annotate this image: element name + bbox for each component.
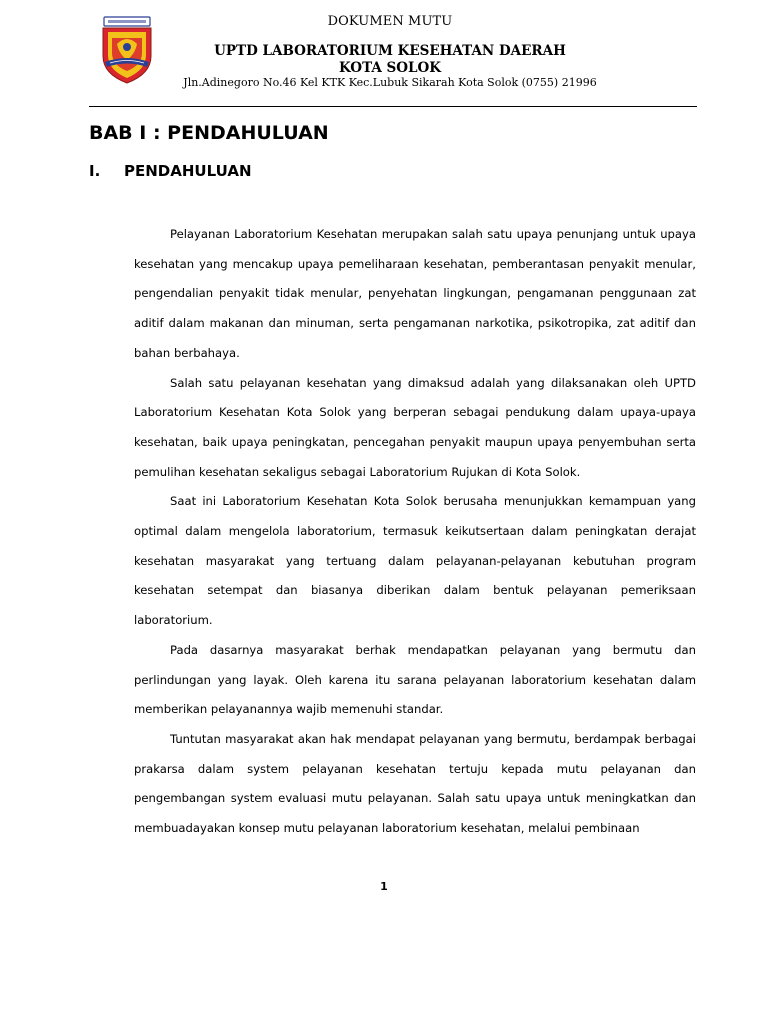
- organization-address: Jln.Adinegoro No.46 Kel KTK Kec.Lubuk Sikarah Kota Solok (0755) 21996: [183, 76, 597, 89]
- section-number: I.: [89, 162, 101, 180]
- section-title: PENDAHULUAN: [124, 162, 252, 180]
- paragraph: Pada dasarnya masyarakat berhak mendapatkan pelayanan yang bermutu dan perlindungan yang layak. Oleh karena itu sarana pelayanan laboratorium kesehatan dalam memberikan pelayanannya wajib memenuhi standar.: [134, 642, 696, 717]
- document-label: DOKUMEN MUTU: [327, 14, 453, 29]
- kota-solok-emblem-icon: [99, 16, 155, 84]
- document-body: [134, 220, 696, 844]
- header-divider: [89, 106, 697, 107]
- paragraph: Tuntutan masyarakat akan hak mendapat pelayanan yang bermutu, berdampak berbagai prakarsa dalam system pelayanan kesehatan tertuju kepada mutu pelayanan dan pengembangan system evaluasi mutu pelayanan. Salah satu upaya untuk meningkatkan dan membuadayakan konsep mutu pelayanan laboratorium kesehatan, melalui pembinaan: [134, 731, 696, 836]
- paragraph: Salah satu pelayanan kesehatan yang dimaksud adalah yang dilaksanakan oleh UPTD Laboratorium Kesehatan Kota Solok yang berperan sebagai pendukung dalam upaya-upaya kesehatan, baik upaya peningkatan, pencegahan penyakit maupun upaya penyembuhan serta pemulihan kesehatan sekaligus sebagai Laboratorium Rujukan di Kota Solok.: [134, 375, 696, 479]
- chapter-title: BAB I : PENDAHULUAN: [89, 122, 329, 144]
- organization-city: KOTA SOLOK: [338, 60, 442, 76]
- paragraph: Pelayanan Laboratorium Kesehatan merupakan salah satu upaya penunjang untuk upaya kesehatan yang mencakup upaya pemeliharaan kesehatan, pemberantasan penyakit menular, pengendalian penyakit tidak menular, penyehatan lingkungan, pengamanan penggunaan zat aditif dalam makanan dan minuman, serta pengamanan narkotika, psikotropika, zat aditif dan bahan berbahaya.: [134, 227, 696, 360]
- organization-name: UPTD LABORATORIUM KESEHATAN DAERAH: [214, 43, 566, 59]
- paragraph: Saat ini Laboratorium Kesehatan Kota Solok berusaha menunjukkan kemampuan yang optimal dalam mengelola laboratorium, termasuk keikutsertaan dalam peningkatan derajat kesehatan masyarakat yang tertuang dalam pelayanan-pelayanan kebutuhan program kesehatan setempat dan biasanya diberikan dalam bentuk pelayanan pemeriksaan laboratorium.: [134, 494, 696, 628]
- page-number: 1: [380, 880, 388, 893]
